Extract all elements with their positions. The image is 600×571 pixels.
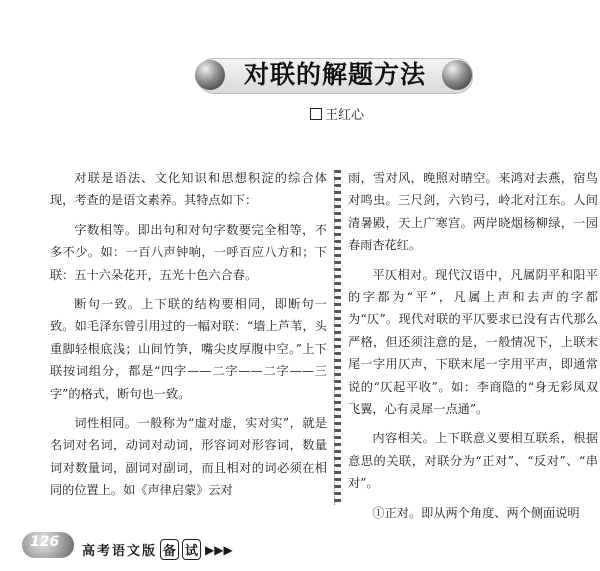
left-sphere-icon xyxy=(195,60,225,90)
journal-box-bei: 备 xyxy=(160,539,179,560)
journal-footer xyxy=(82,539,233,560)
paragraph-content-relation: 内容相关。上下联意义要相互联系，根据意思的关联，对联分为“正对”、“反对”、“串对”。 xyxy=(348,431,598,491)
paragraph-intro: 对联是语法、文化知识和思想积淀的综合体现，考查的是语文素养。其特点如下： xyxy=(50,171,327,208)
paragraph-continued: 雨，雪对风，晚照对晴空。来鸿对去燕，宿鸟对鸣虫。三尺剑，六钧弓，岭北对江东。人间清暑殿，天上广寒宫。两岸晓烟杨柳绿，一园春雨杏花红。 xyxy=(348,171,598,253)
square-box-icon xyxy=(310,108,322,120)
paragraph-part-of-speech: 词性相同。一般称为“虚对虚，实对实”，就是名词对名词，动词对动词，形容词对形容词，数量词对数量词，副词对副词，而且相对的词必须在相同的位置上。如《声律启蒙》云对 xyxy=(50,416,327,498)
author-byline xyxy=(310,104,364,123)
column-divider xyxy=(334,170,341,505)
left-column xyxy=(50,167,327,509)
paragraph-sentence-break: 断句一致。上下联的结构要相同，即断句一致。如毛泽东曾引用过的一幅对联：“墙上芦苇，头重脚轻根底浅；山间竹笋，嘴尖皮厚腹中空。”上下联按词组分，都是“四字——二字——二字——三字”的格式，断句也一致。 xyxy=(50,297,327,401)
right-column xyxy=(348,167,598,531)
journal-name: 高考语文版 xyxy=(82,544,158,559)
triple-arrow-icon: ▶▶▶ xyxy=(205,542,233,557)
article-title: 对联的解题方法 xyxy=(243,60,426,89)
paragraph-tone-pattern: 平仄相对。现代汉语中，凡属阴平和阳平的字都为“平”，凡属上声和去声的字都为“仄”。现代对联的平仄要求已没有古代那么严格，但还须注意的是，一般情况下，上联末尾一字用仄声，下联末尾一字用平声，即通常说的“仄起平收”。如：李商隐的“身无彩凤双飞翼，心有灵犀一点通”。 xyxy=(348,267,598,417)
page-number: 126 xyxy=(30,534,60,550)
journal-box-shi: 试 xyxy=(182,539,201,560)
author-name: 王红心 xyxy=(325,108,365,123)
right-sphere-icon xyxy=(442,60,472,90)
paragraph-word-count: 字数相等。即出句和对句字数要完全相等，不多不少。如：一百八声钟响，一呼百应八方和；下联：五十六朵花开，五光十色六合春。 xyxy=(50,222,327,282)
paragraph-direct-pair: ①正对。即从两个角度、两个侧面说明 xyxy=(372,505,580,520)
